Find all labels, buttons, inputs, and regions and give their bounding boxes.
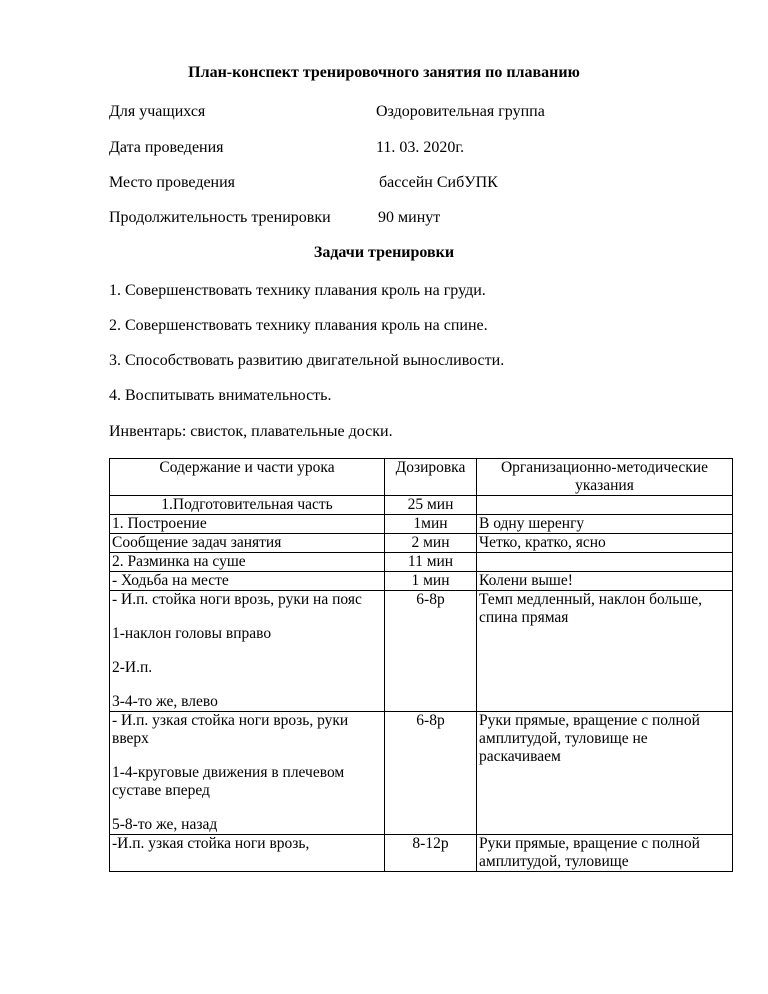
exercise-line: 3-4-то же, влево: [112, 693, 218, 710]
row-dose: 1 мин: [385, 572, 477, 591]
row-content: Сообщение задач занятия: [110, 534, 385, 553]
row-notes: Темп медленный, наклон больше, спина прямая: [477, 591, 733, 712]
row-content: 1.Подготовительная часть: [110, 496, 385, 515]
info-label: Дата проведения: [109, 139, 224, 156]
exercise-line: 5-8-то же, назад: [112, 816, 218, 833]
inventory-line: Инвентарь: свисток, плавательные доски.: [109, 423, 393, 440]
row-notes: [477, 553, 733, 572]
row-dose: 6-8р: [385, 712, 477, 835]
row-dose: 1мин: [385, 515, 477, 534]
exercise-line: 1-наклон головы вправо: [112, 625, 272, 642]
row-content: [110, 591, 385, 712]
row-dose: 11 мин: [385, 553, 477, 572]
document-title: План-конспект тренировочного занятия по плаванию: [188, 64, 580, 81]
info-value: бассейн СибУПК: [379, 174, 498, 191]
table-row: [110, 835, 733, 872]
row-dose: 2 мин: [385, 534, 477, 553]
info-row-duration: [109, 209, 441, 227]
row-notes: В одну шеренгу: [477, 515, 733, 534]
row-content: - Ходьба на месте: [110, 572, 385, 591]
row-content: 1. Построение: [110, 515, 385, 534]
info-row-students: [109, 103, 545, 121]
row-dose: 6-8р: [385, 591, 477, 712]
table-row: [110, 496, 733, 515]
info-label: Место проведения: [109, 174, 236, 191]
row-notes: Колени выше!: [477, 572, 733, 591]
row-notes: Руки прямые, вращение с полной амплитудой, туловище: [477, 835, 733, 872]
row-content: 2. Разминка на суше: [110, 553, 385, 572]
info-label: Продолжительность тренировки: [109, 209, 331, 226]
table-row: [110, 553, 733, 572]
header-content: Содержание и части урока: [110, 459, 385, 496]
exercise-line: - И.п. узкая стойка ноги врозь, руки вверх: [112, 712, 349, 747]
info-row-date: [109, 139, 465, 157]
info-row-place: [109, 174, 498, 192]
table-row: [110, 572, 733, 591]
row-content: [110, 712, 385, 835]
task-item: 3. Способствовать развитию двигательной выносливости.: [109, 352, 505, 369]
row-content: -И.п. узкая стойка ноги врозь,: [110, 835, 385, 872]
lesson-plan-table: [109, 458, 733, 872]
info-value: 11. 03. 2020г.: [376, 139, 465, 156]
row-dose: 8-12р: [385, 835, 477, 872]
info-value: Оздоровительная группа: [376, 103, 545, 120]
row-dose: 25 мин: [385, 496, 477, 515]
table-row: [110, 591, 733, 712]
header-notes: Организационно-методические указания: [477, 459, 733, 496]
row-notes: Руки прямые, вращение с полной амплитудой, туловище не раскачиваем: [477, 712, 733, 835]
table-row: [110, 534, 733, 553]
info-label: Для учащихся: [109, 103, 206, 120]
exercise-line: 1-4-круговые движения в плечевом суставе вперед: [112, 764, 345, 799]
task-item: 1. Совершенствовать технику плавания кроль на груди.: [109, 282, 486, 299]
exercise-line: - И.п. стойка ноги врозь, руки на пояс: [112, 591, 362, 608]
table-row: [110, 712, 733, 835]
row-notes: [477, 496, 733, 515]
table-row: [110, 515, 733, 534]
task-item: 4. Воспитывать внимательность.: [109, 387, 332, 404]
row-notes: Четко, кратко, ясно: [477, 534, 733, 553]
table-header-row: [110, 459, 733, 496]
header-dose: Дозировка: [385, 459, 477, 496]
tasks-heading: Задачи тренировки: [313, 244, 455, 261]
task-item: 2. Совершенствовать технику плавания кроль на спине.: [109, 317, 488, 334]
exercise-line: 2-И.п.: [112, 659, 153, 676]
info-value: 90 минут: [378, 209, 441, 226]
